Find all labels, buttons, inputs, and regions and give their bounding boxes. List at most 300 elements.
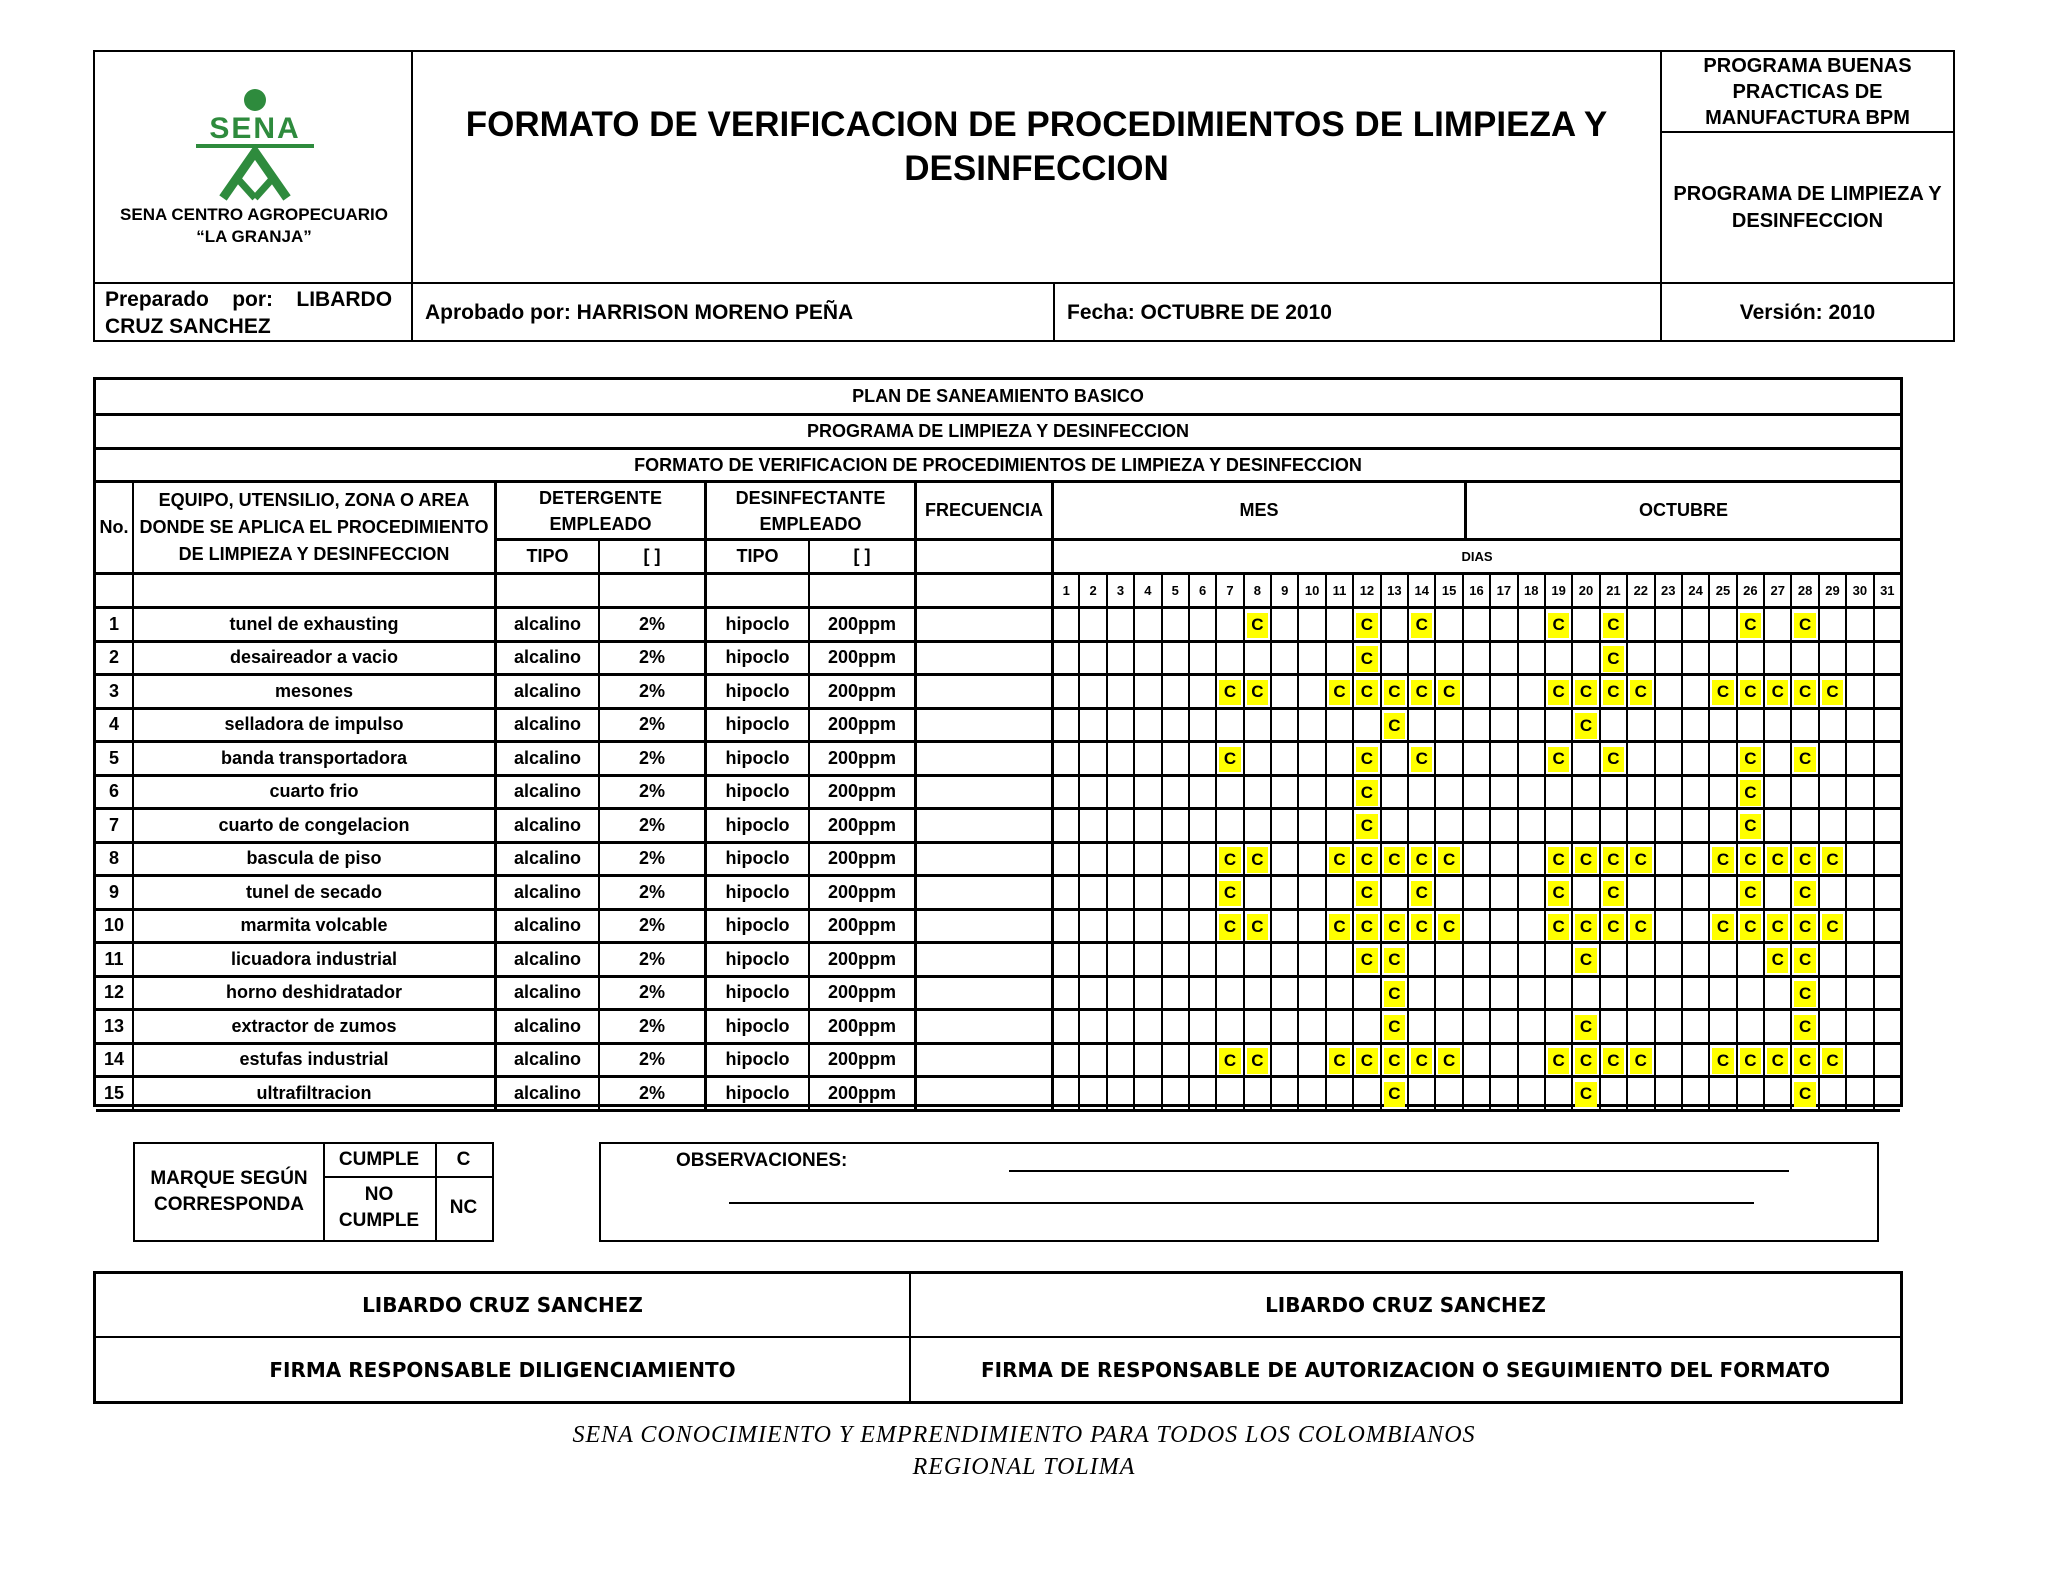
day-cell [1489, 975, 1516, 1009]
day-cell [1517, 1008, 1544, 1042]
day-cell [1352, 640, 1379, 674]
day-cell [1188, 1008, 1215, 1042]
day-cell [1270, 807, 1297, 841]
day-cell [1654, 640, 1681, 674]
day-cell [1407, 673, 1434, 707]
row-dis-conc: 200ppm [808, 807, 914, 841]
row-number: 3 [96, 673, 132, 707]
day-cell [1270, 1075, 1297, 1109]
day-cell [1736, 606, 1763, 640]
day-cell [1599, 774, 1626, 808]
day-number: 31 [1873, 572, 1900, 606]
observations-line-2[interactable] [729, 1202, 1754, 1204]
day-cell [1654, 740, 1681, 774]
day-cell [1654, 774, 1681, 808]
row-det-conc: 2% [598, 941, 704, 975]
day-cell [1626, 807, 1653, 841]
row-dis-type: hipoclo [704, 908, 808, 942]
compliance-mark: C [1603, 847, 1624, 873]
center-name: SENA CENTRO AGROPECUARIO “LA GRANJA” [120, 205, 388, 246]
day-cell [1571, 740, 1598, 774]
day-cell [1078, 975, 1105, 1009]
compliance-mark: C [1794, 881, 1815, 907]
compliance-mark: C [1767, 914, 1788, 940]
day-cell [1571, 606, 1598, 640]
day-cell [1380, 975, 1407, 1009]
day-number: 3 [1106, 572, 1133, 606]
day-cell [1873, 1075, 1900, 1109]
day-number: 19 [1544, 572, 1571, 606]
day-cell [1352, 740, 1379, 774]
day-cell [1352, 874, 1379, 908]
day-cell [1325, 640, 1352, 674]
day-cell [1599, 941, 1626, 975]
compliance-mark: C [1356, 948, 1377, 974]
day-cell [1380, 908, 1407, 942]
compliance-mark: C [1794, 914, 1815, 940]
day-cell [1188, 673, 1215, 707]
compliance-mark: C [1794, 948, 1815, 974]
row-item: marmita volcable [132, 908, 494, 942]
day-cell [1188, 740, 1215, 774]
row-number: 6 [96, 774, 132, 808]
day-cell [1407, 908, 1434, 942]
day-cell [1161, 1042, 1188, 1076]
day-cell [1380, 774, 1407, 808]
day-cell [1462, 1008, 1489, 1042]
row-dis-conc: 200ppm [808, 874, 914, 908]
day-cell [1845, 606, 1872, 640]
compliance-mark: C [1794, 847, 1815, 873]
day-cell [1270, 941, 1297, 975]
day-cell [1270, 606, 1297, 640]
compliance-mark: C [1575, 713, 1596, 739]
day-cell [1626, 640, 1653, 674]
day-cell [1352, 774, 1379, 808]
day-number: 12 [1352, 572, 1379, 606]
day-cell [1243, 975, 1270, 1009]
observations-label: OBSERVACIONES: [676, 1149, 848, 1171]
day-cell [1517, 774, 1544, 808]
row-det-conc: 2% [598, 1075, 704, 1109]
day-cell [1489, 673, 1516, 707]
blank-equipment [132, 572, 494, 606]
row-det-conc: 2% [598, 1008, 704, 1042]
row-item: desaireador a vacio [132, 640, 494, 674]
day-cell [1434, 975, 1461, 1009]
day-cell [1599, 841, 1626, 875]
day-number: 7 [1215, 572, 1242, 606]
compliance-mark: C [1356, 814, 1377, 840]
sena-logo [95, 52, 413, 202]
day-cell [1763, 640, 1790, 674]
col-dis-type: TIPO [704, 538, 808, 572]
day-number: 30 [1845, 572, 1872, 606]
day-cell [1133, 841, 1160, 875]
day-cell [1407, 807, 1434, 841]
day-cell [1736, 640, 1763, 674]
day-cell [1462, 841, 1489, 875]
day-cell [1215, 1042, 1242, 1076]
row-det-conc: 2% [598, 606, 704, 640]
day-cell [1270, 1008, 1297, 1042]
row-det-conc: 2% [598, 807, 704, 841]
day-number: 21 [1599, 572, 1626, 606]
day-cell [1489, 707, 1516, 741]
row-det-type: alcalino [494, 740, 598, 774]
day-cell [1708, 1042, 1735, 1076]
day-cell [1325, 606, 1352, 640]
day-cell [1571, 673, 1598, 707]
day-cell [1790, 941, 1817, 975]
day-cell [1352, 606, 1379, 640]
compliance-mark: C [1822, 914, 1843, 940]
day-cell [1325, 774, 1352, 808]
row-dis-type: hipoclo [704, 740, 808, 774]
day-cell [1297, 908, 1324, 942]
day-cell [1763, 874, 1790, 908]
compliance-mark: C [1740, 747, 1761, 773]
compliance-mark: C [1603, 1048, 1624, 1074]
day-cell [1352, 807, 1379, 841]
row-dis-type: hipoclo [704, 1075, 808, 1109]
col-frequency: FRECUENCIA [914, 480, 1051, 538]
day-cell [1352, 975, 1379, 1009]
day-cell [1188, 975, 1215, 1009]
day-cell [1106, 941, 1133, 975]
blank-dis-conc [808, 572, 914, 606]
day-cell [1681, 874, 1708, 908]
day-cell [1626, 673, 1653, 707]
row-item: ultrafiltracion [132, 1075, 494, 1109]
day-cell [1626, 707, 1653, 741]
day-cell [1517, 874, 1544, 908]
day-cell [1161, 606, 1188, 640]
day-cell [1790, 673, 1817, 707]
day-cell [1407, 1075, 1434, 1109]
observations-line-1[interactable] [1009, 1170, 1789, 1172]
blank-dis-type [704, 572, 808, 606]
row-det-type: alcalino [494, 975, 598, 1009]
row-item: estufas industrial [132, 1042, 494, 1076]
row-number: 9 [96, 874, 132, 908]
compliance-mark: C [1329, 680, 1350, 706]
day-cell [1215, 807, 1242, 841]
row-number: 11 [96, 941, 132, 975]
compliance-mark: C [1356, 747, 1377, 773]
day-cell [1188, 941, 1215, 975]
day-cell [1626, 1008, 1653, 1042]
day-cell [1544, 740, 1571, 774]
compliance-mark: C [1575, 914, 1596, 940]
approved-by: Aprobado por: HARRISON MORENO PEÑA [413, 284, 1055, 342]
row-det-conc: 2% [598, 908, 704, 942]
compliance-mark: C [1356, 1048, 1377, 1074]
day-cell [1763, 807, 1790, 841]
day-cell [1873, 941, 1900, 975]
day-cell [1654, 1008, 1681, 1042]
compliance-mark: C [1356, 680, 1377, 706]
row-number: 14 [96, 1042, 132, 1076]
day-cell [1708, 673, 1735, 707]
row-dis-conc: 200ppm [808, 774, 914, 808]
col-month: MES [1051, 480, 1464, 538]
logo-cell [95, 52, 413, 284]
col-disinfectant: DESINFECTANTE EMPLEADO [704, 480, 914, 538]
day-cell [1736, 941, 1763, 975]
day-cell [1297, 1008, 1324, 1042]
row-dis-conc: 200ppm [808, 1075, 914, 1109]
day-cell [1051, 1075, 1078, 1109]
day-cell [1051, 807, 1078, 841]
day-cell [1243, 1042, 1270, 1076]
compliance-mark: C [1548, 914, 1569, 940]
row-frequency [914, 707, 1051, 741]
day-cell [1434, 774, 1461, 808]
day-number: 11 [1325, 572, 1352, 606]
compliance-mark: C [1822, 847, 1843, 873]
day-cell [1188, 908, 1215, 942]
compliance-mark: C [1603, 881, 1624, 907]
day-cell [1352, 1008, 1379, 1042]
day-cell [1654, 1075, 1681, 1109]
day-number: 4 [1133, 572, 1160, 606]
day-cell [1051, 841, 1078, 875]
day-cell [1599, 874, 1626, 908]
day-cell [1708, 908, 1735, 942]
day-cell [1790, 807, 1817, 841]
day-cell [1544, 941, 1571, 975]
row-item: cuarto de congelacion [132, 807, 494, 841]
row-item: bascula de piso [132, 841, 494, 875]
legend-not-complies-code: NC [449, 1196, 478, 1218]
day-cell [1708, 941, 1735, 975]
day-cell [1434, 908, 1461, 942]
row-dis-conc: 200ppm [808, 673, 914, 707]
row-item: cuarto frio [132, 774, 494, 808]
day-cell [1161, 975, 1188, 1009]
compliance-mark: C [1740, 847, 1761, 873]
compliance-mark: C [1247, 1048, 1268, 1074]
day-cell [1106, 707, 1133, 741]
day-cell [1051, 874, 1078, 908]
row-dis-type: hipoclo [704, 774, 808, 808]
day-cell [1736, 1008, 1763, 1042]
day-cell [1654, 908, 1681, 942]
day-cell [1489, 1042, 1516, 1076]
compliance-mark: C [1411, 847, 1432, 873]
day-cell [1654, 1042, 1681, 1076]
day-cell [1708, 807, 1735, 841]
day-cell [1297, 774, 1324, 808]
prepared-by: Preparado por: LIBARDO CRUZ SANCHEZ [95, 284, 413, 342]
day-cell [1161, 941, 1188, 975]
day-cell [1188, 606, 1215, 640]
day-cell [1078, 1008, 1105, 1042]
day-cell [1681, 1008, 1708, 1042]
day-cell [1544, 908, 1571, 942]
day-cell [1380, 874, 1407, 908]
day-cell [1736, 841, 1763, 875]
day-cell [1654, 874, 1681, 908]
day-cell [1161, 908, 1188, 942]
signature-right-name: LIBARDO CRUZ SANCHEZ [911, 1274, 1900, 1338]
day-cell [1517, 606, 1544, 640]
day-cell [1708, 707, 1735, 741]
day-cell [1517, 941, 1544, 975]
footer-slogan: SENA CONOCIMIENTO Y EMPRENDIMIENTO PARA TODOS LOS COLOMBIANOS REGIONAL TOLIMA [572, 1422, 1476, 1480]
compliance-mark: C [1767, 948, 1788, 974]
day-cell [1407, 975, 1434, 1009]
program-bpm: PROGRAMA BUENAS PRACTICAS DE MANUFACTURA BPM [1662, 52, 1953, 133]
day-cell [1517, 908, 1544, 942]
row-number: 12 [96, 975, 132, 1009]
day-cell [1352, 673, 1379, 707]
day-cell [1051, 941, 1078, 975]
day-cell [1434, 807, 1461, 841]
verification-table [93, 377, 1903, 1231]
day-cell [1736, 673, 1763, 707]
compliance-mark: C [1384, 1015, 1405, 1041]
compliance-mark: C [1356, 914, 1377, 940]
compliance-mark: C [1794, 747, 1815, 773]
compliance-mark: C [1575, 847, 1596, 873]
compliance-mark: C [1740, 613, 1761, 639]
row-frequency [914, 841, 1051, 875]
row-item: licuadora industrial [132, 941, 494, 975]
day-cell [1818, 841, 1845, 875]
day-cell [1818, 874, 1845, 908]
row-frequency [914, 1075, 1051, 1109]
compliance-mark: C [1356, 881, 1377, 907]
day-cell [1544, 807, 1571, 841]
legend-mark-label: MARQUE SEGÚN CORRESPONDA [135, 1144, 325, 1240]
day-cell [1297, 1042, 1324, 1076]
day-cell [1078, 774, 1105, 808]
day-number: 14 [1407, 572, 1434, 606]
day-cell [1078, 707, 1105, 741]
day-number: 13 [1380, 572, 1407, 606]
day-cell [1188, 640, 1215, 674]
day-cell [1818, 975, 1845, 1009]
row-number: 5 [96, 740, 132, 774]
day-cell [1352, 1042, 1379, 1076]
row-dis-conc: 200ppm [808, 1042, 914, 1076]
day-cell [1736, 740, 1763, 774]
day-cell [1681, 774, 1708, 808]
row-frequency [914, 640, 1051, 674]
day-cell [1161, 807, 1188, 841]
compliance-mark: C [1630, 1048, 1651, 1074]
compliance-mark: C [1740, 1048, 1761, 1074]
day-cell [1243, 908, 1270, 942]
day-cell [1845, 774, 1872, 808]
day-cell [1297, 874, 1324, 908]
compliance-mark: C [1219, 881, 1240, 907]
day-cell [1215, 740, 1242, 774]
day-cell [1407, 1008, 1434, 1042]
signature-left-name: LIBARDO CRUZ SANCHEZ [96, 1274, 911, 1338]
row-dis-type: hipoclo [704, 1042, 808, 1076]
legend-complies-code: C [435, 1144, 492, 1178]
compliance-mark: C [1247, 847, 1268, 873]
day-cell [1325, 1008, 1352, 1042]
row-number: 10 [96, 908, 132, 942]
day-cell [1790, 975, 1817, 1009]
day-cell [1517, 673, 1544, 707]
day-cell [1407, 707, 1434, 741]
day-cell [1106, 774, 1133, 808]
day-cell [1462, 1042, 1489, 1076]
day-cell [1873, 774, 1900, 808]
day-cell [1325, 673, 1352, 707]
row-det-type: alcalino [494, 874, 598, 908]
day-cell [1818, 908, 1845, 942]
day-cell [1297, 740, 1324, 774]
compliance-mark: C [1575, 1082, 1596, 1108]
row-det-conc: 2% [598, 841, 704, 875]
row-item: mesones [132, 673, 494, 707]
day-cell [1790, 908, 1817, 942]
day-number: 23 [1654, 572, 1681, 606]
day-number: 20 [1571, 572, 1598, 606]
day-cell [1243, 606, 1270, 640]
day-cell [1462, 673, 1489, 707]
day-cell [1215, 841, 1242, 875]
row-dis-type: hipoclo [704, 941, 808, 975]
row-dis-type: hipoclo [704, 975, 808, 1009]
day-cell [1681, 1075, 1708, 1109]
day-cell [1243, 774, 1270, 808]
day-cell [1599, 908, 1626, 942]
day-cell [1352, 908, 1379, 942]
day-cell [1544, 606, 1571, 640]
compliance-mark: C [1794, 613, 1815, 639]
day-cell [1051, 1042, 1078, 1076]
day-cell [1380, 841, 1407, 875]
day-cell [1051, 740, 1078, 774]
compliance-mark: C [1384, 847, 1405, 873]
day-cell [1763, 1075, 1790, 1109]
day-cell [1133, 640, 1160, 674]
day-cell [1845, 1075, 1872, 1109]
compliance-mark: C [1356, 646, 1377, 672]
day-cell [1544, 1075, 1571, 1109]
day-cell [1188, 807, 1215, 841]
compliance-mark: C [1767, 1048, 1788, 1074]
day-cell [1215, 1008, 1242, 1042]
day-cell [1873, 874, 1900, 908]
compliance-mark: C [1548, 847, 1569, 873]
day-cell [1681, 673, 1708, 707]
compliance-mark: C [1740, 914, 1761, 940]
row-frequency [914, 774, 1051, 808]
row-dis-conc: 200ppm [808, 740, 914, 774]
day-cell [1133, 606, 1160, 640]
row-det-conc: 2% [598, 640, 704, 674]
day-cell [1051, 606, 1078, 640]
day-cell [1654, 941, 1681, 975]
day-cell [1489, 640, 1516, 674]
day-cell [1763, 673, 1790, 707]
signature-area [93, 1271, 1903, 1404]
day-cell [1434, 673, 1461, 707]
day-cell [1106, 1008, 1133, 1042]
blank-det-conc [598, 572, 704, 606]
compliance-mark: C [1740, 680, 1761, 706]
compliance-mark: C [1575, 1015, 1596, 1041]
compliance-mark: C [1411, 613, 1432, 639]
